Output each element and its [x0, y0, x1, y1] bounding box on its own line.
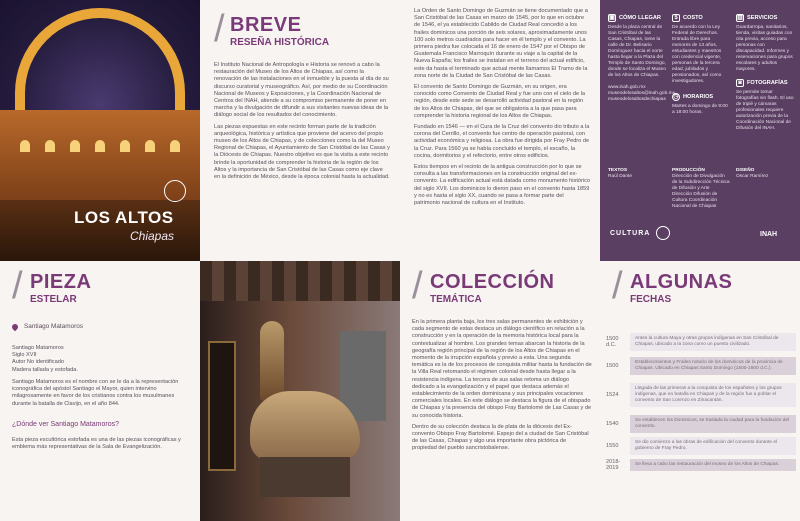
location-pin-icon [11, 322, 19, 330]
coleccion-paragraph: Dentro de su colección destaca la de plata de la diócesis del Ex-convento Obispo Fray Bartolomé. Espejo del a ciudad de San Cristóbal de las Casas, Chiapas y algo una importante obra pictórica de propiedad del pueblo sancristobalense. [412, 423, 589, 452]
horarios-text: Martes a domingo de 9:00 a 18:00 horas. [672, 104, 728, 115]
como-llegar-title: CÓMO LLEGAR [619, 15, 661, 21]
timeline-text: Antes la cultura Maya y otras grupos indígenas en San Cristóbal de Chiapas, ubicado a la zona como un puesto civilizado. [630, 333, 796, 351]
cover-window [120, 140, 130, 152]
timeline-text: Llegada de las primeras a la conquista de los españoles y los grupos indígenas, que en batalla en Chiapas y de la región fue a poblar el convento de San Lorenzo en Zinacantán. [630, 383, 796, 407]
fotografias-heading [736, 79, 794, 87]
car-icon: ▣ [609, 15, 615, 21]
orden-paragraph: La Orden de Santo Domingo de Guzmán se tiene documentado que a San Cristóbal de las Casas en marzo de 1545, por lo que en octubre de 1546, el ya establecido Cabildo de Ciudad Real concedió a los frailes dominicos una porción de seis solares, aproximadamente unos 100 solo metros cuadrados para hacer en él templo y el convento. La primera piedra fue colocada el 16 de enero de 1547 por el Obispo de Guatemala Francisco Marroquín durante su viaje a la capital de la Nueva España; los frailes se instalan en el terreno del actual edificio, este da hasta el terminado que actual mente llamamos El Tramo de la zona norte de la Ciudad de San Cristóbal de las Casas. [414, 8, 588, 79]
statue-rider [260, 321, 284, 401]
timeline-row [606, 437, 796, 455]
timeline-text: Se lleva a cabo las restauración del museo de los Altos de Chiapas. [630, 459, 796, 471]
timeline-year: 2018-2019 [606, 459, 621, 471]
timeline-year: 1540 [606, 421, 619, 427]
orden-paragraph: El convento de Santo Domingo de Guzmán, en su origen, era conocido como Convento de Ciudad Real y fue uno con el cielo de la región, desde este sede se desarrolló actividad pastoral en la región de los Altos de Chiapas, del que se obligatoria a la que pasa para comprender la historia regional de los Altos de Chiapas. [414, 84, 586, 119]
cover-subtitle: Chiapas [130, 229, 175, 243]
pieza-location: Santiago Matamoros [24, 323, 83, 330]
side-painting [208, 341, 236, 471]
credit-label: DISEÑO [736, 168, 755, 173]
statue-base [260, 457, 350, 497]
orden-paragraph: Fundado en 1546 — en el Cura de la Cruz del convento dio tributo a la corona del Cerrillo, el convento fue centro de operación pastoral, con actividad económica y religiosa. La obra fue dirigida por Fray Pedro de la Cruz. Para 1560 ya se había concluido el templo, el escaño, la cocina, dormitorios y el refectorio, entre otros edificios. [414, 124, 590, 159]
breve-paragraph: El Instituto Nacional de Antropología e Historia se renovó a cabo la restauración del Museo de los Altos de Chiapas, así como la renovación de las instalaciones en el inmueble y la puesta al día de su discurso curatorial y museográfico. Así, por medio de su Coordinación Nacional de Museos y Exposiciones, y la Coordinación Nacional de Centros del INAH, atiende a su compromiso permanente de poner en marcha y la divulgación de difundir a sus visitantes nuevas ideas de la diálogo social de los resultados del conocimiento. [214, 62, 389, 119]
timeline-text: Establecimientos y Frailes notorio de los dominicos de la provincia de Chiapas. Ubicado en Chiapas Santo Domingo (1500-1600 d.C.). [630, 357, 796, 375]
fechas-subtitle: FECHAS [630, 294, 672, 305]
credit-value: Oscar Ramírez [736, 174, 769, 179]
timeline-year: 1500 [606, 363, 619, 369]
breve-paragraph: Las piezas expuestas en este recinto forman parte de la tradición arqueológica, histórica y artística que proviene del acervo del propio museo de los Altos de Chiapas, y de colecciones como la del Museo Regional de Chiapas, el Ayuntamiento de San Cristóbal de las Casas y la Diócesis de Chiapas. Nuestro objetivo es que la visita a este recinto brinde la oportunidad de comprender la historia de la región de los Altos y la importancia de San Cristóbal de las Casas como eje clave en la definición de México, desde la época colonial hasta la actualidad. [214, 123, 390, 181]
cover-window [45, 140, 55, 152]
credit-label: TEXTOS [608, 168, 628, 173]
inah-logo: INAH [760, 231, 778, 238]
cover-window [170, 140, 180, 152]
como-llegar-heading [608, 14, 666, 22]
timeline-text: Se establecen los Dominicos, se traslada la ciudad para la fundación del convento. [630, 415, 796, 433]
info-panel [600, 0, 800, 261]
slash-decoration: / [612, 265, 623, 307]
coleccion-paragraph: En la primera planta baja, los tres salas permanentes de exhibición y cada segmento de estas destaca un diálogo científico en relación a la construcción y en la operación de la memoria histórica local para la contextualizar al hombre. Los grandes temas abarcan la historia de la geografía región principal de la región de los Altos de Chiapas en el momento de la irrupción española y previo a esta. Una segunda temática es la de los procesos de conquista militar hasta la fundación de la Villa Real retomando el régimen colonial desde hasta llegar a la resistencia indígena. La tercera de sus salas retoma un diálogo dedicado a la evangelización y el papel que destaca además el establecimiento de la orden dominicana y sus principales vocaciones comerciales locales. En este diálogo se destaca la figura de el obispado de Chiapas y la presencia del obispo Fray Bartolomé de Las Casas y de su conocida historia. [412, 319, 592, 419]
slash-decoration: / [412, 265, 423, 307]
cultura-logo: CULTURA [610, 230, 651, 237]
fotografias-text: Se permite tomar fotografías sin flash. El uso de tripié y cámaras profesionales requiere autorización previa de la Coordinación Nacional de Difusión del INAH. [736, 90, 794, 131]
como-llegar-text: Desde la plaza central de San Cristóbal de las Casas, Chiapas, tome la calle de Dr. Belisario Domínguez hacia el norte hasta llegar a la Plaza del Templo de Santo Domingo, donde se localiza el Museo de los Altos de Chiapas. [608, 25, 666, 78]
pieza-question: ¿Dónde ver Santiago Matamoros? [12, 421, 119, 428]
dollar-icon: $ [672, 14, 680, 22]
timeline-row [606, 383, 796, 407]
credit-value: Raúl Dante [608, 174, 632, 179]
clock-icon: ◷ [673, 94, 679, 100]
orden-paragraph: Estos tiempos en el recinto de la antigua construcción por lo que se consulta a las transformaciones en la construcción original del ex-convento. La edificación actual está datada como monumento histórico del siglo XVII. Los dominicos lo dieron paso en el convento hasta 1859 y no es hasta el siglo XX, cuando se pasa a formar parte del patrimonio nacional de cultura en el Instituto. [414, 164, 590, 207]
cover-title: LOS ALTOS [74, 208, 174, 227]
ceiling-beams [200, 261, 400, 301]
fechas-panel [600, 261, 800, 521]
slash-decoration: / [214, 8, 225, 50]
pieza-details: Santiago Matamoros Siglo XVII Autor No identificado Madera tallada y estofada. [12, 345, 78, 373]
timeline-row [606, 357, 796, 375]
breve-panel [200, 0, 400, 261]
cover-window [95, 140, 105, 152]
cover-window [145, 140, 155, 152]
timeline-row [606, 459, 796, 471]
horarios-heading [672, 93, 730, 101]
coleccion-subtitle: TEMÁTICA [430, 294, 482, 305]
breve-title: BREVE [230, 14, 302, 36]
servicios-text: Guardarropa, sanitarios, tienda, visitas guiadas con cita previa, acceso para personas con discapacidad. Informes y reservaciones para grupos escolares y adultos mayores. [736, 25, 793, 72]
timeline-year: 1500 d.C. [606, 336, 619, 348]
timeline-row [606, 415, 796, 433]
cover-window [70, 140, 80, 152]
pieza-description: Santiago Matamoros es el nombre con se le da a la representación iconográfica del apóstol Santiago el Mayor, quien intervino milagrosamente en favor de los cristianos contra los musulmanes durante la batalla de Clavijo, en el año 844. [12, 379, 179, 407]
building-icon: ▥ [737, 15, 743, 21]
timeline-row [606, 333, 796, 351]
timeline-year: 1550 [606, 443, 619, 449]
orden-panel [400, 0, 600, 261]
timeline-year: 1524 [606, 392, 619, 398]
breve-subtitle: RESEÑA HISTÓRICA [230, 37, 330, 48]
cover-photo-panel [0, 0, 200, 261]
servicios-title: SERVICIOS [747, 15, 778, 21]
costo-title: COSTO [683, 15, 703, 21]
timeline-text: Se dio comienzo a las obras de edificación del convento durante el gobierno de Fray Pedro. [630, 437, 796, 455]
credit-value: Dirección de Divulgación de la Subdirección Técnica de Difusión y Arte Dirección Difusión de Cultura Coordinación Nacional de Chiapas [672, 174, 730, 209]
museum-logo-icon [164, 180, 186, 202]
horarios-title: HORARIOS [683, 94, 714, 100]
camera-icon: ◙ [736, 79, 744, 87]
fotografias-title: FOTOGRAFÍAS [747, 80, 788, 86]
servicios-heading [736, 14, 794, 22]
pieza-answer: Esta pieza escultórica estofada es una de las piezas iconográficas y emblema más representativas de la Sala de Evangelización. [12, 437, 181, 451]
slash-decoration: / [12, 265, 23, 307]
cover-window [20, 140, 30, 152]
pieza-subtitle: ESTELAR [30, 294, 77, 305]
costo-heading [672, 14, 730, 22]
coleccion-title: COLECCIÓN [430, 271, 555, 293]
credit-label: PRODUCCIÓN [672, 168, 705, 173]
pieza-title: PIEZA [30, 271, 92, 293]
contact-text: www.inah.gob.mx museodelosaltos@inah.gob.mx museodelosaltosdechiapas [608, 85, 675, 102]
pieza-panel [0, 261, 200, 521]
costo-text: De acuerdo con la Ley Federal de Derechos. Entrada libre para menores de 13 años, estudiantes y maestros con credencial vigente, personas de la tercera edad, jubilados y pensionados, así como investigadores. [672, 25, 722, 84]
coleccion-panel [400, 261, 600, 521]
fechas-title: ALGUNAS [630, 271, 733, 293]
seal-icon [656, 226, 670, 240]
statue-photo-panel [200, 261, 400, 521]
